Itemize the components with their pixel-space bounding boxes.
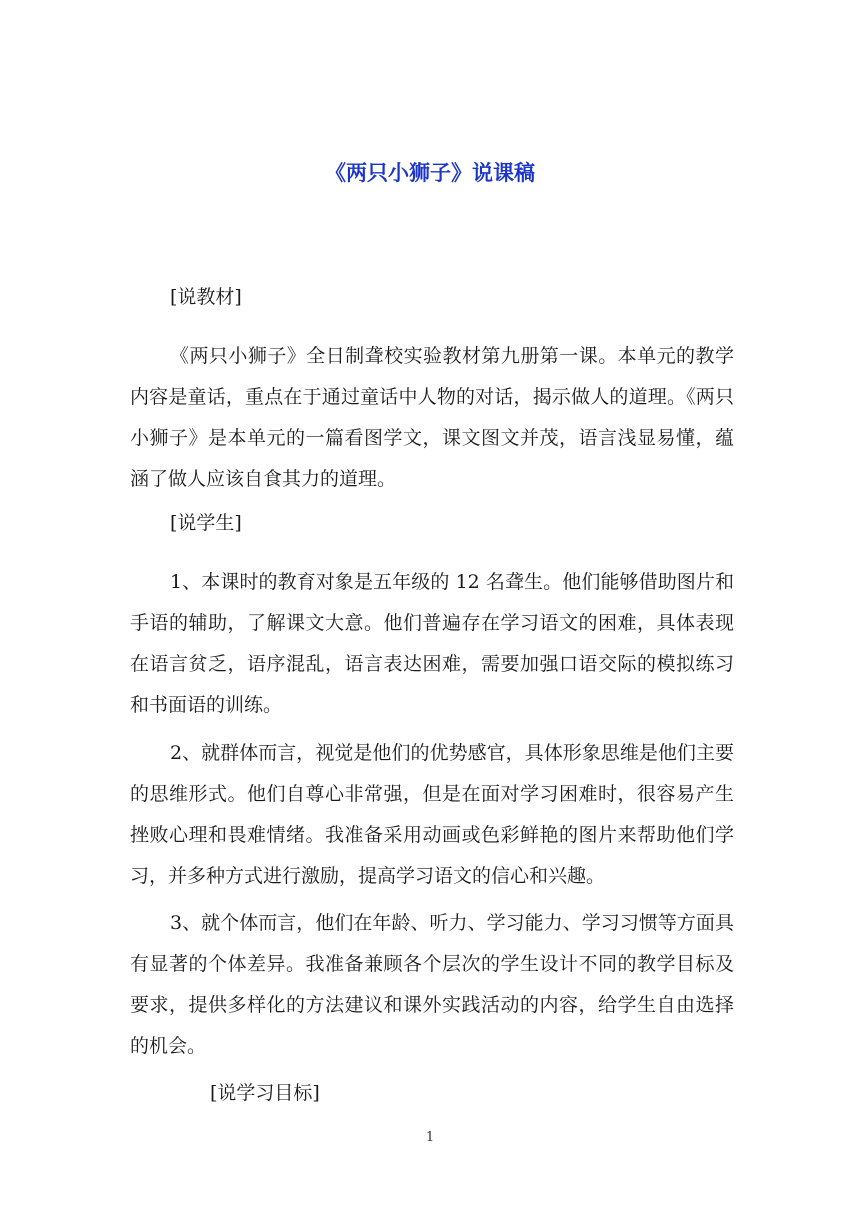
section-heading-textbook: [说教材] <box>170 286 242 308</box>
paragraph-students-3: 3、就个体而言，他们在年龄、听力、学习能力、学习习惯等方面具有显著的个体差异。我准备兼顾各个层次的学生设计不同的教学目标及要求，提供多样化的方法建议和课外实践活动的内容，给学生自由选择的机会。 <box>130 912 734 1057</box>
section-heading-objectives: [说学习目标] <box>210 1082 320 1104</box>
section-heading-students: [说学生] <box>170 512 242 534</box>
document-title: 《两只小狮子》说课稿 <box>325 161 535 185</box>
paragraph-students-2: 2、就群体而言，视觉是他们的优势感官，具体形象思维是他们主要的思维形式。他们自尊心非常强，但是在面对学习困难时，很容易产生挫败心理和畏难情绪。我准备采用动画或色彩鲜艳的图片来帮助他们学习，并多种方式进行激励，提高学习语文的信心和兴趣。 <box>130 742 734 887</box>
paragraph-textbook: 《两只小狮子》全日制聋校实验教材第九册第一课。本单元的教学内容是童话，重点在于通过童话中人物的对话，揭示做人的道理。《两只小狮子》是本单元的一篇看图学文，课文图文并茂，语言浅显易懂，蕴涵了做人应该自食其力的道理。 <box>130 345 734 490</box>
page-number: 1 <box>425 1130 435 1145</box>
paragraph-students-1: 1、本课时的教育对象是五年级的 12 名聋生。他们能够借助图片和手语的辅助，了解课文大意。他们普遍存在学习语文的困难，具体表现在语言贫乏，语序混乱，语言表达困难，需要加强口语交际的模拟练习和书面语的训练。 <box>130 571 734 716</box>
